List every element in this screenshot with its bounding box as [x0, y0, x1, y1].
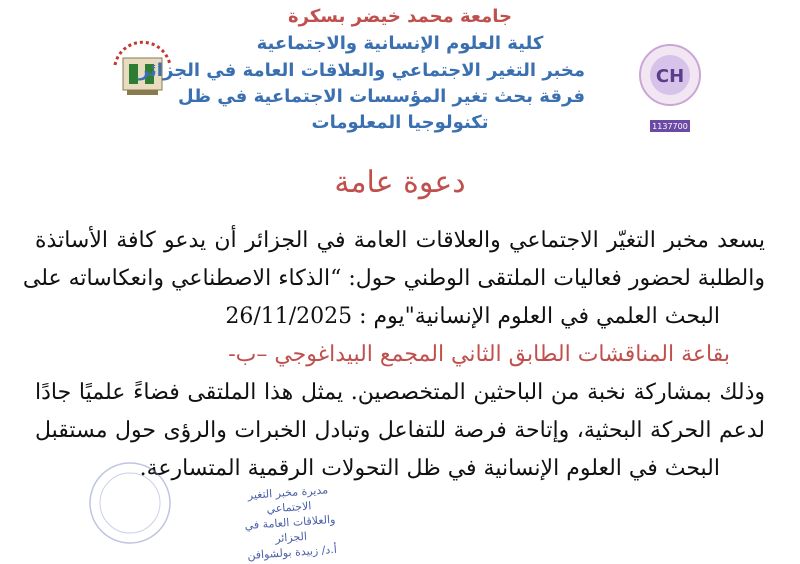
- venue-line: بقاعة المناقشات الطابق الثاني المجمع البيداغوجي –ب-: [228, 342, 730, 367]
- body-line-2: والطلبة لحضور فعاليات الملتقى الوطني حول: “الذكاء الاصطناعي وانعكاساته على: [22, 266, 765, 291]
- svg-text:CH: CH: [655, 66, 685, 87]
- header-team: فرقة بحث تغير المؤسسات الاجتماعية في ظل: [178, 86, 585, 107]
- lab-number: 1137700: [652, 122, 688, 131]
- signature-name: أ.د/ زبيدة بولشوافن: [246, 542, 338, 563]
- signature-title-2: والعلاقات العامة في الجزائر: [244, 512, 336, 546]
- header-lab: مخبر التغير الاجتماعي والعلاقات العامة في الجزائر: [138, 60, 585, 81]
- invitation-title: دعوة عامة: [334, 165, 466, 200]
- header-university: جامعة محمد خيضر بسكرة: [288, 6, 512, 27]
- header-faculty: كلية العلوم الإنسانية والاجتماعية: [256, 33, 544, 54]
- body-line-5: وذلك بمشاركة نخبة من الباحثين المتخصصين. يمثل هذا الملتقى فضاءً علميًا جادًا: [35, 380, 765, 405]
- signature-title-1: مديرة مخبر التغير الاجتماعي: [247, 483, 329, 516]
- lab-logo: [635, 20, 705, 140]
- signature-block: [233, 481, 348, 563]
- body-line-7: البحث في العلوم الإنسانية في ظل التحولات الرقمية المتسارعة.: [139, 456, 720, 481]
- header-team-2: تكنولوجيا المعلومات: [311, 112, 489, 133]
- body-line-3: البحث العلمي في العلوم الإنسانية"يوم : 26/11/2025: [225, 304, 720, 329]
- official-stamp: [75, 455, 185, 550]
- body-line-6: لدعم الحركة البحثية، وإتاحة فرصة للتفاعل وتبادل الخبرات والرؤى حول مستقبل: [35, 418, 765, 443]
- body-line-1: يسعد مخبر التغيّر الاجتماعي والعلاقات العامة في الجزائر أن يدعو كافة الأساتذة: [35, 228, 765, 253]
